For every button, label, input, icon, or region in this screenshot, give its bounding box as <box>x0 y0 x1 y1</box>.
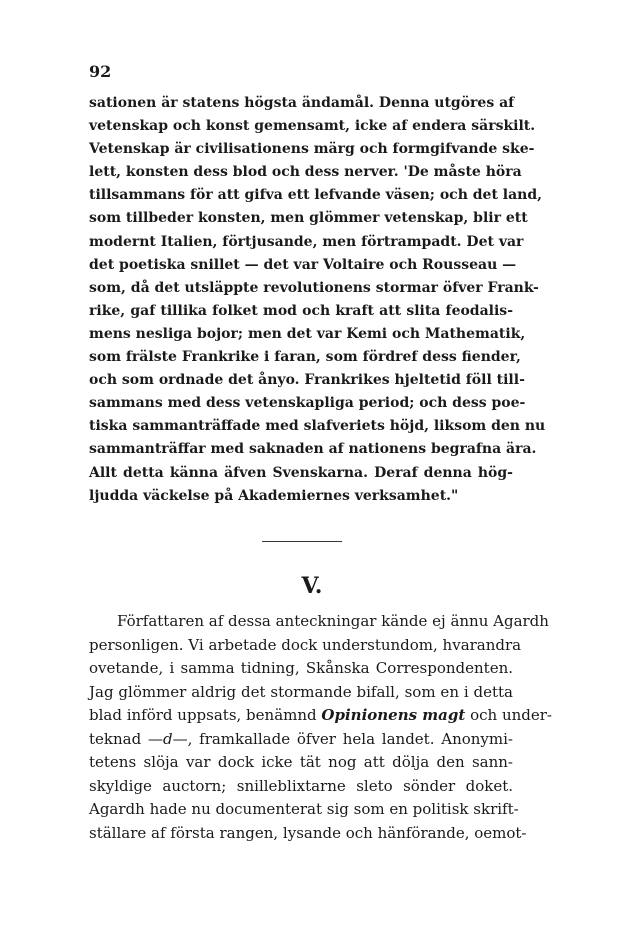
text-line: tillsammans för att gifva ett lefvande väsen; och det land, <box>89 187 543 204</box>
text-line: ljudda väckelse på Akademiernes verksamhet." <box>89 487 459 504</box>
text-line <box>89 704 552 728</box>
paragraph-2 <box>89 610 552 845</box>
text-line: tiska sammanträffade med slafveriets höjd, liksom den nu <box>89 418 546 435</box>
text-line: Jag glömmer aldrig det stormande bifall, som en i detta <box>89 682 513 701</box>
text-line: tetens slöja var dock icke tät nog att dölja den sann- <box>89 753 513 771</box>
text-line: Vetenskap är civilisationens märg och formgifvande ske- <box>89 141 535 158</box>
text-line: personligen. Vi arbetade dock understundom, hvarandra <box>89 635 522 654</box>
text-line: skyldige auctorn; snilleblixtarne sleto sönder doket. <box>89 776 513 795</box>
text-line: det poetiska snillet — det var Voltaire och Rousseau — <box>89 256 517 273</box>
paragraph-1 <box>89 92 546 508</box>
text-line: mens nesliga bojor; men det var Kemi och Mathematik, <box>89 325 526 342</box>
text-line: sationen är statens högsta ändamål. Denna utgöres af <box>89 95 515 111</box>
line-text-segment: blad införd uppsats, benämnd <box>89 706 322 724</box>
text-line: som, då det utsläppte revolutionens stormar öfver Frank- <box>89 279 539 296</box>
text-line: och som ordnade det ånyo. Frankrikes hjeltetid föll till- <box>89 372 525 389</box>
signature: d <box>162 729 173 748</box>
text-line: ställare af första rangen, lysande och hänförande, oemot- <box>89 823 527 842</box>
text-line: Författaren af dessa anteckningar kände ej ännu Agardh <box>117 612 549 630</box>
section-heading: V. <box>301 573 323 599</box>
text-line: Agardh hade nu documenterat sig som en politisk skrift- <box>89 800 519 818</box>
text-line <box>89 728 513 752</box>
text-line: modernt Italien, förtjusande, men förtrampadt. Det var <box>89 233 524 250</box>
text-line: som tillbeder konsten, men glömmer vetenskap, blir ett <box>89 210 528 227</box>
text-line: sammans med dess vetenskapliga period; och dess poe- <box>89 395 526 412</box>
text-line: vetenskap och konst gemensamt, icke af endera särskilt. <box>89 118 536 135</box>
text-line: lett, konsten dess blod och dess nerver. 'De måste höra <box>89 164 522 181</box>
line-text-segment: och under- <box>465 706 552 724</box>
line-text-segment: teknad — <box>89 729 163 748</box>
article-title: Opinionens magt <box>321 706 466 724</box>
text-line: ovetande, i samma tidning, Skånska Correspondenten. <box>89 659 513 677</box>
section-divider <box>262 541 342 542</box>
text-line: rike, gaf tillika folket mod och kraft att slita feodalis- <box>89 302 513 319</box>
text-line: sammanträffar med saknaden af nationens begrafna ära. <box>89 441 537 458</box>
line-text-segment: —, framkallade öfver hela landet. Anonymi- <box>172 729 513 748</box>
text-line: som frälste Frankrike i faran, som fördref dess fiender, <box>89 349 521 366</box>
text-line: Allt detta känna äfven Svenskarna. Deraf denna hög- <box>89 464 513 481</box>
page-number: 92 <box>89 62 112 81</box>
